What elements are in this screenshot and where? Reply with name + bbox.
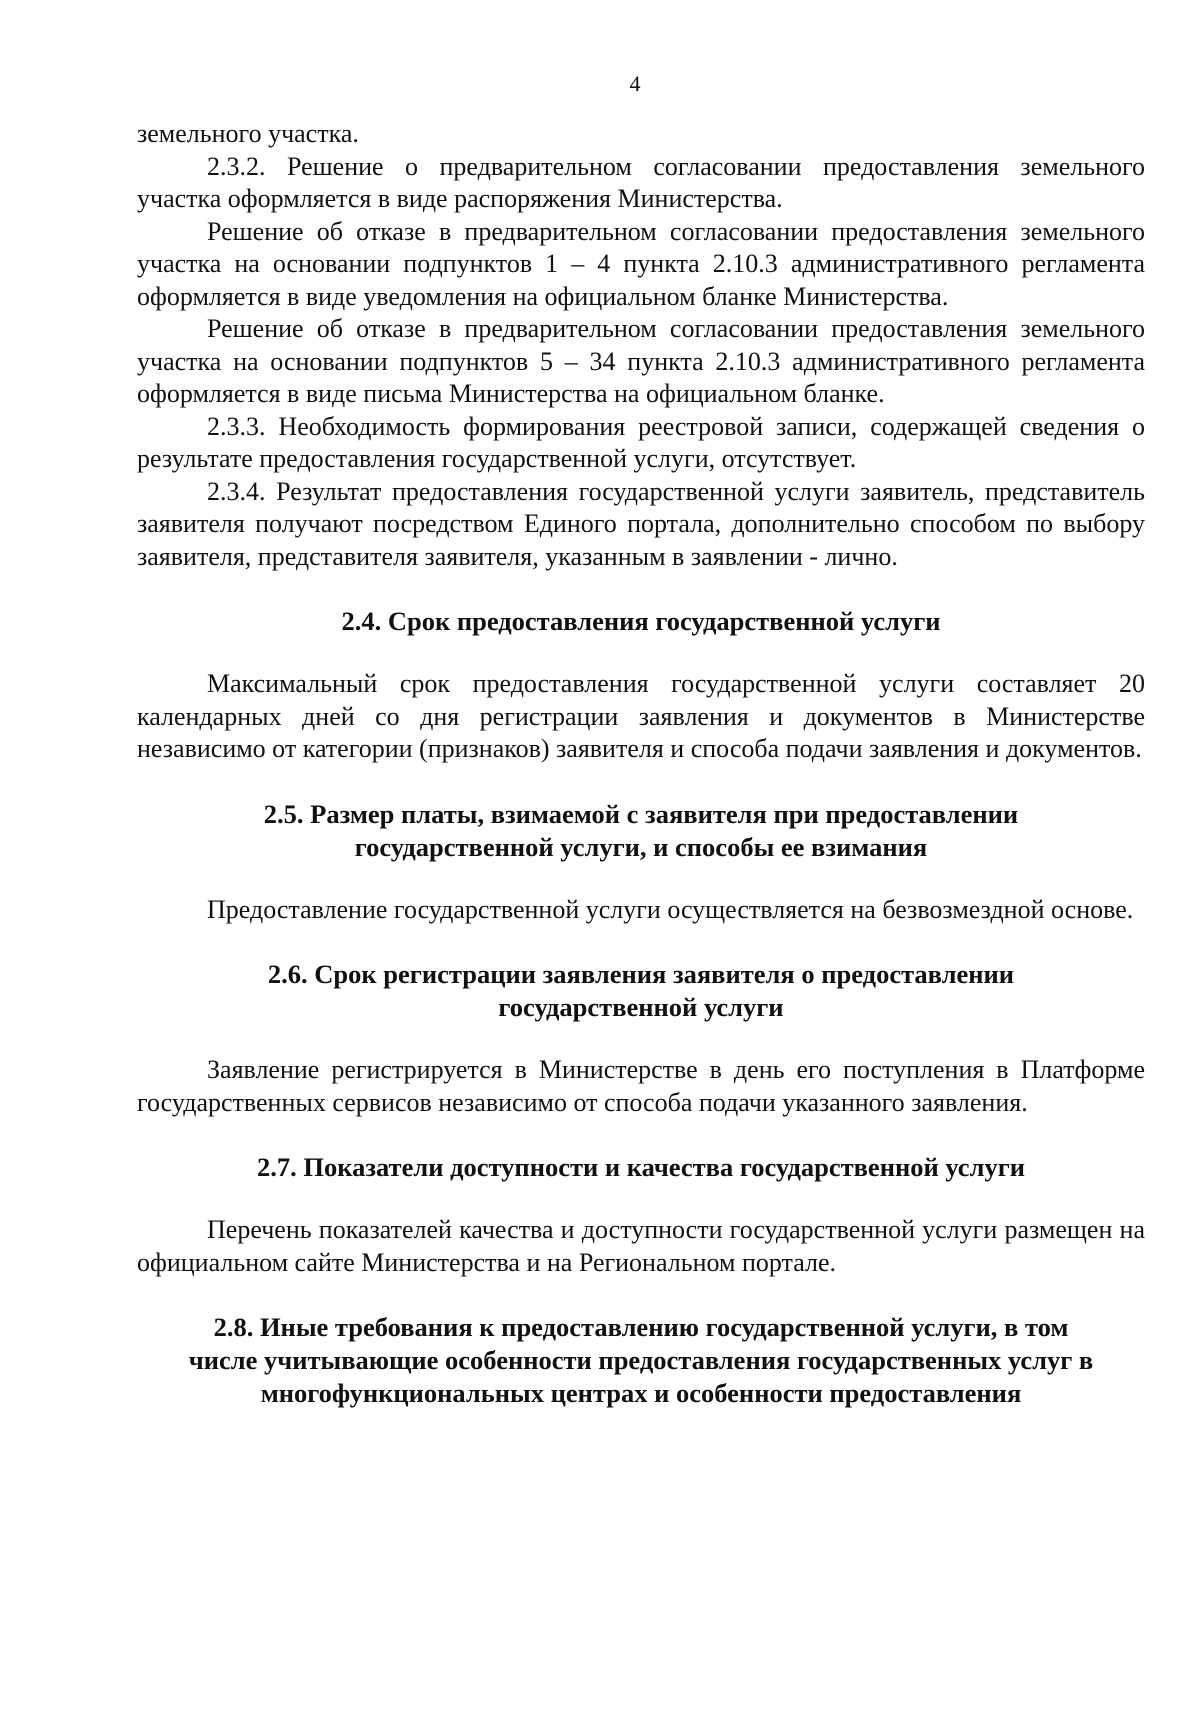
line: размещен на официальном сайте Министерства и на Региональном портале. bbox=[137, 1215, 1145, 1277]
line: участка оформляется в виде распоряжения Министерства. bbox=[137, 184, 783, 213]
line: 2.3.2. Решение о предварительном согласовании предоставления земельного bbox=[207, 151, 1145, 181]
section-heading-2-5 bbox=[137, 798, 1145, 864]
line: лично. bbox=[824, 541, 898, 571]
heading-line: государственной услуги bbox=[498, 992, 784, 1022]
line: земельного участка на основании подпунктов 5 – 34 пункта 2.10.3 bbox=[137, 314, 1146, 376]
paragraph-fee bbox=[137, 894, 1145, 927]
line: официальном бланке. bbox=[645, 379, 885, 408]
paragraph-indicators bbox=[137, 1214, 1145, 1279]
paragraph-2-3-2 bbox=[137, 151, 1145, 216]
paragraph-2-3-4 bbox=[137, 476, 1145, 574]
heading-line: государственной услуги, и способы ее взимания bbox=[354, 831, 928, 862]
line: документов. bbox=[1005, 734, 1142, 763]
line: административного регламента оформляется в виде письма Министерства на bbox=[137, 346, 1146, 408]
line: независимо от категории (признаков) заявителя и способа подачи заявления и bbox=[137, 734, 1000, 763]
section-heading-2-4: 2.4. Срок предоставления государственной услуги bbox=[341, 606, 941, 636]
heading-line: 2.6. Срок регистрации заявления заявителя о предоставлении bbox=[267, 959, 1015, 989]
paragraph-2-3-3 bbox=[137, 411, 1145, 476]
line: представитель заявителя получают посредством Единого портала, дополнительно bbox=[137, 476, 1146, 538]
line: 2.3.3. Необходимость формирования реестровой записи, содержащей bbox=[207, 411, 1007, 441]
paragraph-continuation: земельного участка. bbox=[137, 119, 359, 148]
line: бланке Министерства. bbox=[702, 281, 949, 311]
line: основе. bbox=[1051, 894, 1134, 924]
section-heading-2-6 bbox=[137, 958, 1145, 1024]
line: Предоставление государственной услуги осуществляется на безвозмездной bbox=[207, 894, 1045, 924]
paragraph-refusal-letter bbox=[137, 313, 1145, 411]
heading-line: числе учитывающие особенности предоставления государственных услуг в bbox=[188, 1345, 1094, 1375]
section-heading-2-8 bbox=[137, 1311, 1145, 1410]
section-heading-2-7: 2.7. Показатели доступности и качества государственной услуги bbox=[256, 1152, 1025, 1182]
line: Максимальный срок предоставления государственной услуги составляет 20 bbox=[207, 669, 1145, 698]
paragraph-registration bbox=[137, 1054, 1145, 1119]
line: способом по выбору заявителя, представителя заявителя, указанным в заявлении - bbox=[137, 509, 1145, 571]
paragraph-refusal-notice bbox=[137, 216, 1145, 314]
line: административного регламента оформляется в виде уведомления на официальном bbox=[137, 249, 1146, 311]
heading-line: 2.8. Иные требования к предоставлению государственной услуги, в том bbox=[213, 1312, 1069, 1342]
line: Платформе государственных сервисов независимо от способа подачи указанного bbox=[137, 1055, 1145, 1117]
heading-line: 2.5. Размер платы, взимаемой с заявителя при предоставлении bbox=[263, 798, 1019, 829]
line: Заявление регистрируется в Министерстве в день его поступления в bbox=[207, 1055, 1009, 1084]
document-body bbox=[137, 118, 1145, 1410]
line: сведения о результате предоставления государственной услуги, отсутствует. bbox=[137, 411, 1146, 473]
line: 2.3.4. Результат предоставления государственной услуги заявитель, bbox=[207, 476, 975, 506]
line: Решение об отказе в предварительном согласовании предоставления bbox=[207, 216, 1008, 246]
paragraph-term bbox=[137, 668, 1145, 766]
heading-line: многофункциональных центрах и особенности предоставления bbox=[260, 1378, 1022, 1408]
line: Перечень показателей качества и доступности государственной услуги bbox=[207, 1215, 998, 1244]
line: Решение об отказе в предварительном согласовании предоставления bbox=[207, 314, 1008, 343]
page-number: 4 bbox=[629, 71, 641, 96]
line: земельного участка на основании подпунктов 1 – 4 пункта 2.10.3 bbox=[137, 216, 1146, 278]
line: заявления. bbox=[911, 1087, 1028, 1117]
line: календарных дней со дня регистрации заявления и документов в Министерстве bbox=[137, 701, 1145, 731]
